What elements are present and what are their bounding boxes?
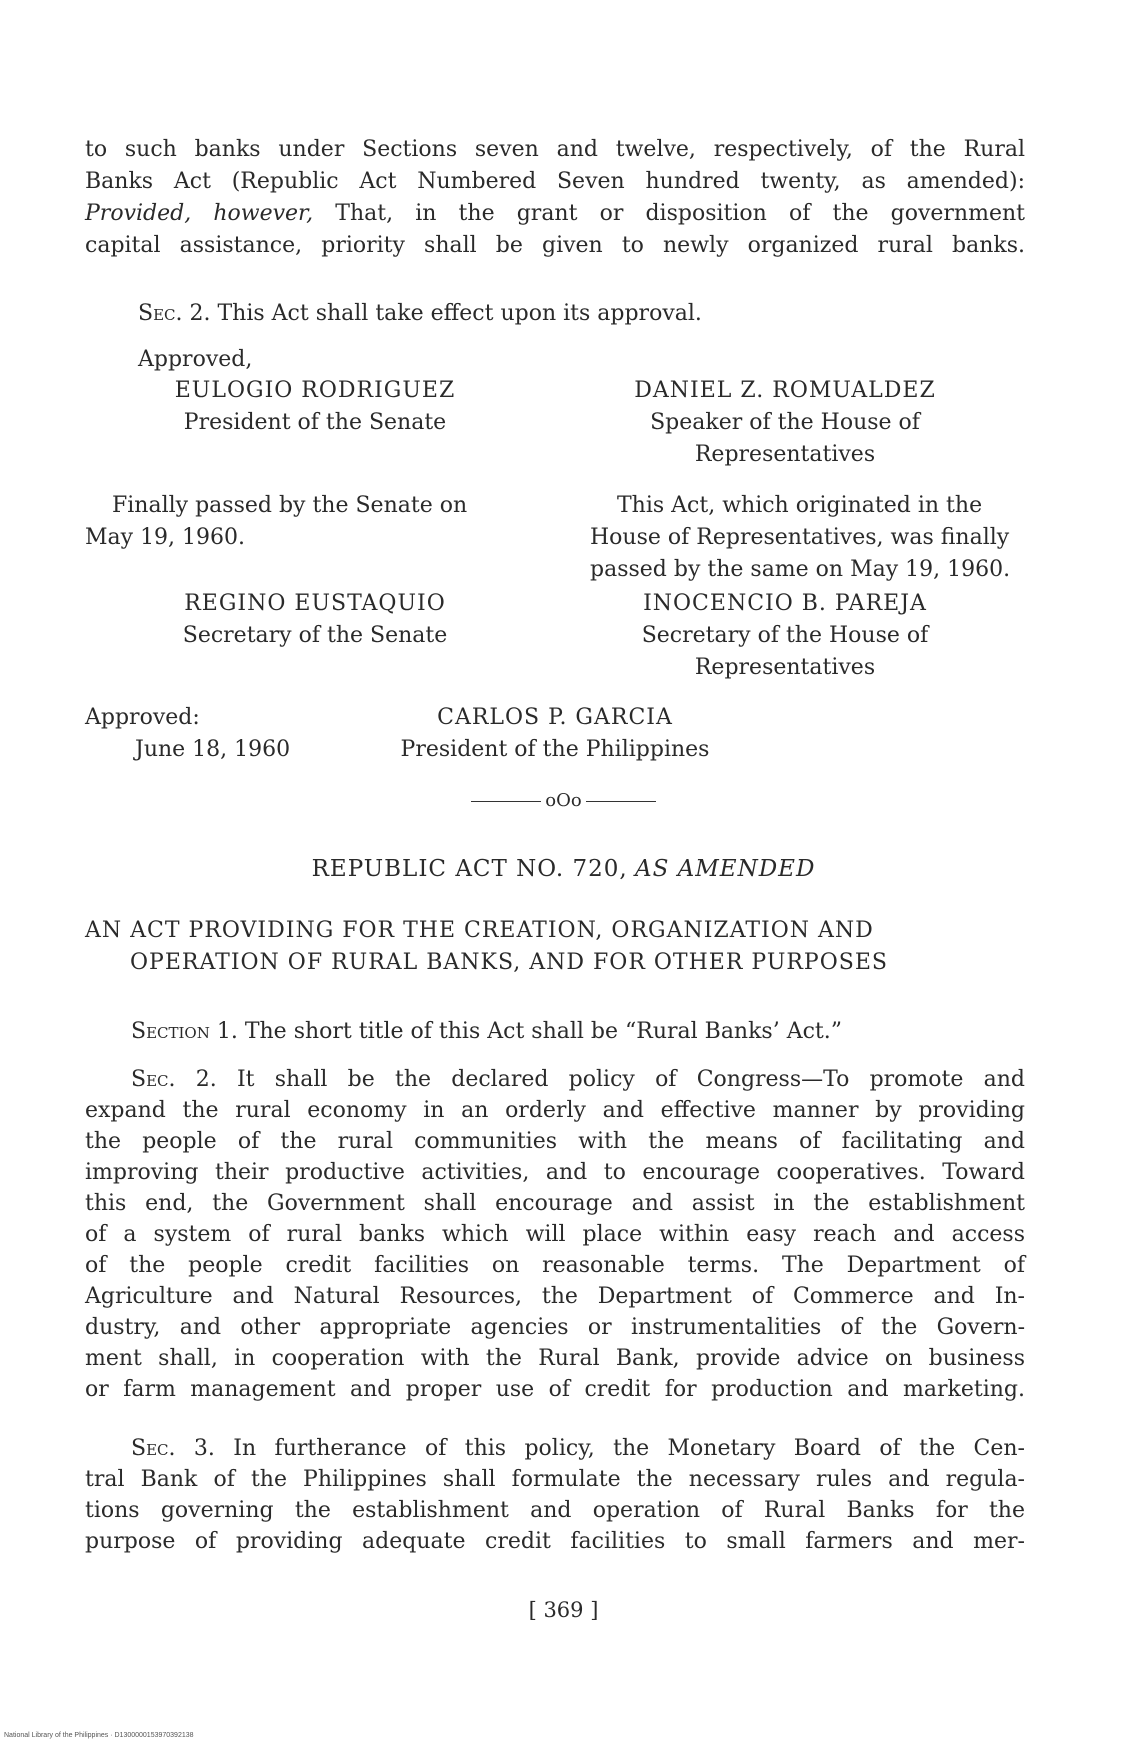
signatory-name: INOCENCIO B. PAREJA — [643, 591, 927, 616]
signatory-title: President of the Senate — [183, 409, 447, 435]
section-1 — [131, 1016, 1021, 1048]
signatory-title: Speaker of the House of — [650, 409, 920, 435]
text-line — [85, 198, 1025, 230]
signatory-title: Secretary of the Senate — [182, 622, 448, 648]
act-heading — [0, 853, 1127, 886]
separator-ornament: oOo — [545, 790, 582, 811]
text-line: Finally passed by the Senate on — [112, 493, 468, 518]
signatory-title: Representatives — [694, 654, 876, 680]
proviso-text: That, in the grant or disposition of the government — [335, 200, 1025, 226]
text-line: the people of the rural communities with the means of facilitating and — [85, 1129, 1025, 1154]
section-text: The short title of this Act shall be “Rural Banks’ Act.” — [244, 1019, 843, 1044]
page-number: [ 369 ] — [528, 1598, 599, 1622]
section-text: In furtherance of this policy, the Monetary Board of the Cen- — [233, 1436, 1025, 1461]
signatory-title: Secretary of the House of — [641, 622, 929, 648]
approved-label: Approved: — [85, 705, 200, 730]
text-line: tral Bank of the Philippines shall formulate the necessary rules and regula- — [85, 1467, 1025, 1492]
continuation-paragraph — [85, 134, 1025, 262]
text-line — [85, 1064, 1025, 1095]
section-separator — [0, 788, 1127, 814]
text-line: ment shall, in cooperation with the Rural Bank, provide advice on business — [85, 1346, 1025, 1371]
text-line: this end, the Government shall encourage and assist in the establishment — [85, 1191, 1025, 1216]
section-label: Sec. 3. — [131, 1436, 215, 1461]
section-3 — [85, 1433, 1025, 1557]
act-number: REPUBLIC ACT NO. 720, — [311, 856, 628, 882]
text-line: or farm management and proper use of credit for production and marketing. — [85, 1377, 1025, 1402]
section-text: It shall be the declared policy of Congress—To promote and — [236, 1067, 1026, 1092]
act-amended: AS AMENDED — [634, 856, 816, 882]
text-line: purpose of providing adequate credit facilities to small farmers and mer- — [85, 1529, 1025, 1554]
text-line: of the people credit facilities on reasonable terms. The Department of — [85, 1253, 1025, 1278]
act-title — [85, 915, 1035, 979]
senate-secretary-signature — [140, 588, 490, 652]
house-secretary-signature — [590, 588, 980, 684]
text-line: House of Representatives, was finally — [590, 524, 1010, 550]
text-line: of a system of rural banks which will place within easy reach and access — [85, 1222, 1025, 1247]
section-label: Sec. 2. — [131, 1067, 217, 1092]
separator-rule — [471, 801, 541, 802]
president-signature — [385, 702, 725, 766]
house-speaker-signature — [590, 375, 980, 471]
text-line: passed by the same on May 19, 1960. — [590, 556, 1011, 582]
separator-rule — [586, 801, 656, 802]
text-line: improving their productive activities, and to encourage cooperatives. Toward — [85, 1160, 1025, 1185]
proviso-italic: Provided, however, — [85, 200, 314, 226]
text-line: dustry, and other appropriate agencies or instrumentalities of the Govern- — [85, 1315, 1025, 1340]
text-line — [85, 1433, 1025, 1464]
signatory-title: President of the Philippines — [400, 736, 710, 762]
final-approval — [85, 702, 345, 766]
text-line: May 19, 1960. — [85, 524, 246, 550]
signatory-name: EULOGIO RODRIGUEZ — [174, 378, 456, 403]
title-line: AN ACT PROVIDING FOR THE CREATION, ORGANIZATION AND — [85, 918, 874, 943]
text-line: This Act, which originated in the — [617, 493, 983, 518]
text-line: expand the rural economy in an orderly and effective manner by providing — [85, 1098, 1025, 1123]
text-line: Banks Act (Republic Act Numbered Seven hundred twenty, as amended): — [85, 168, 1025, 194]
signatory-name: DANIEL Z. ROMUALDEZ — [634, 378, 936, 403]
library-footer-note: National Library of the Philippines · D1300000153970392138 — [4, 1731, 194, 1739]
signatory-title: Representatives — [694, 441, 876, 467]
text-line: capital assistance, priority shall be given to newly organized rural banks. — [85, 232, 1025, 258]
approval-date: June 18, 1960 — [135, 736, 291, 762]
text-line: tions governing the establishment and operation of Rural Banks for the — [85, 1498, 1025, 1523]
text-line: Agriculture and Natural Resources, the Department of Commerce and In- — [85, 1284, 1025, 1309]
title-line: OPERATION OF RURAL BANKS, AND FOR OTHER PURPOSES — [130, 949, 888, 975]
section-effectivity — [138, 298, 1018, 330]
house-passage-note — [590, 490, 1025, 586]
approved-label: Approved, — [138, 347, 253, 372]
signatory-name: REGINO EUSTAQUIO — [184, 591, 446, 616]
signatory-name: CARLOS P. GARCIA — [437, 705, 673, 730]
section-text: This Act shall take effect upon its approval. — [217, 301, 702, 326]
text-line: to such banks under Sections seven and twelve, respectively, of the Rural — [85, 137, 1025, 162]
senate-passage-note — [85, 490, 535, 554]
senate-president-signature — [140, 375, 490, 439]
section-2 — [85, 1064, 1025, 1405]
section-label: Section 1. — [131, 1019, 238, 1044]
section-label: Sec. 2. — [138, 301, 211, 326]
